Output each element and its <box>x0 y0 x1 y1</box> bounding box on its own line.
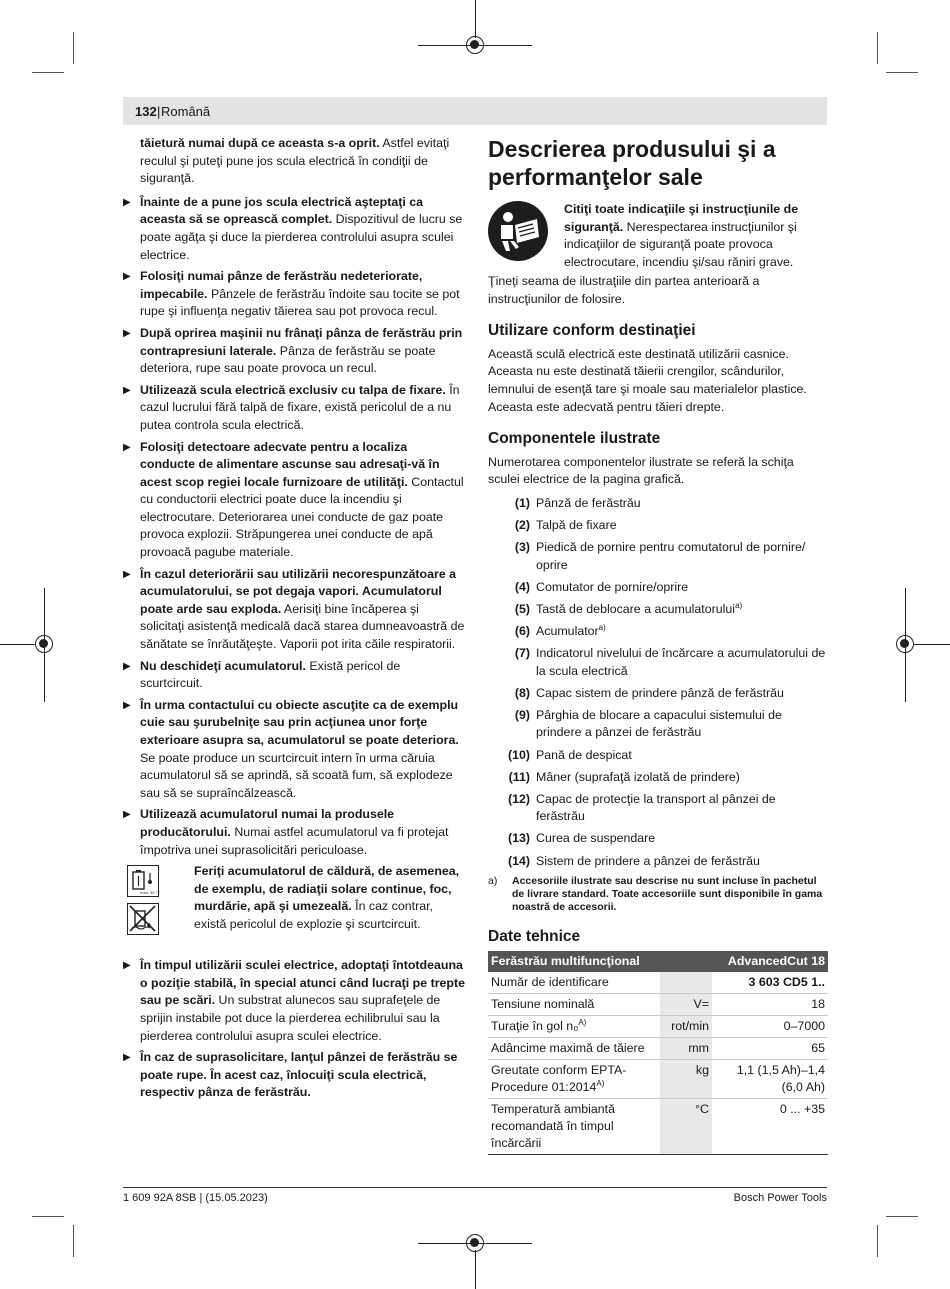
list-item: (6) Acumulator$^{a)}$ <box>514 622 606 638</box>
page-number: 132 <box>135 104 157 119</box>
table-header-row <box>488 951 828 972</box>
list-item: (3) Piedică de pornire pentru comutatorul de pornire/ oprire <box>514 540 806 572</box>
crop-mark <box>32 72 64 73</box>
footnote-ref: A) <box>596 1079 605 1089</box>
no-fire-water-icon <box>127 903 159 935</box>
illustrations-note: Ţineţi seama de ilustraţiile din partea anterioară a instrucţiunilor de folosire. <box>488 274 760 306</box>
safety-bullet: ▶ Înainte de a pune jos scula electrică aşteptaţi ca aceasta să se oprească complet. Dispozitivul de lucru se poate agăţa şi duce la pierderea controlului asupra sculei electrice. <box>123 194 463 262</box>
list-item: (5) Tastă de deblocare a acumulatorului$^{a)}$ <box>514 600 743 616</box>
safety-bullet: ▶ După oprirea maşinii nu frânaţi pânza de ferăstrău prin contrapresiuni laterale. Pânza de ferăstrău se poate deteriora, rupe sau poate provoca un recul. <box>123 325 463 376</box>
intended-use-text: Această sculă electrică este destinată utilizării casnice. Aceasta nu este destinată tăierii crengilor, scândurilor, lemnului de esenţă tare şi moale sau materialelor plastice. Aceasta este adecvată pentru tăieri drepte. <box>488 346 807 414</box>
components-list <box>488 495 828 870</box>
section-title: Descrierea produsului şi a performanţelor sale <box>488 136 776 190</box>
footnote-ref: A) <box>578 1018 587 1028</box>
max-temperature-icon <box>127 865 159 897</box>
table-row: Tensiune nominală V= 18 <box>488 994 828 1016</box>
tech-data-heading: Date tehnice <box>488 927 581 945</box>
bullet-arrow-icon: ▶ <box>123 441 131 453</box>
crop-mark <box>73 1225 74 1257</box>
bullet-arrow-icon: ▶ <box>123 196 131 208</box>
safety-bullet: ▶ În caz de suprasolicitare, lanţul pânzei de ferăstrău se poate rupe. În acest caz, înlocuiţi scula electrică, respectiv pânza de ferăstrău. <box>123 1050 458 1100</box>
safety-bullet: ▶ În cazul deteriorării sau utilizării necorespunzătoare a acumulatorului, se pot degaja vapori. Acumulatorul poate arde sau exploda. Aerisiţi bine încăperea şi solicitaţi asistenţă medicală dacă starea dumneavoastră de sănătate se înrăutăţeşte. Vaporii pot irita căile respiratorii. <box>123 566 465 652</box>
footer-doc-id: 1 609 92A 8SB | (15.05.2023) <box>123 1192 268 1204</box>
crop-mark <box>877 32 878 64</box>
list-item: (4) Comutator de pornire/oprire <box>514 579 689 594</box>
list-item: (13) Curea de suspendare <box>507 831 656 846</box>
footnote-ref: a) <box>735 600 743 610</box>
footer-brand: Bosch Power Tools <box>733 1192 827 1204</box>
list-item: (11) Mâner (suprafaţă izolată de prindere) <box>508 769 740 784</box>
list-item: (2) Talpă de fixare <box>514 518 617 533</box>
table-row: Adâncime maximă de tăiere mm 65 <box>488 1038 828 1060</box>
bullet-arrow-icon: ▶ <box>123 384 131 396</box>
list-item: (7) Indicatorul nivelului de încărcare a acumulatorului de la scula electrică <box>514 646 826 678</box>
list-item: (12) Capac de protecţie la transport al pânzei de ferăstrău <box>507 791 776 824</box>
read-instructions-text: Citiţi toate indicaţiile şi instrucţiunile de siguranţă. Nerespectarea instrucţiunilor şi indicaţiilor de siguranţă poate provoca electrocutare, incendiu şi/sau răniri grave. <box>564 202 799 269</box>
bullet-arrow-icon: ▶ <box>123 699 131 711</box>
header-separator: | <box>157 104 161 119</box>
bullet-arrow-icon: ▶ <box>123 1052 131 1064</box>
crop-mark <box>73 32 74 64</box>
page-language: Română <box>161 104 211 119</box>
bullet-arrow-icon: ▶ <box>123 568 131 580</box>
bullet-arrow-icon: ▶ <box>123 960 131 972</box>
table-row: Turaţie în gol n₀$^{A)}$ rot/min 0–7000 <box>488 1016 828 1038</box>
crop-mark <box>886 72 918 73</box>
heat-warning-block <box>123 863 465 955</box>
bullet-arrow-icon: ▶ <box>123 660 131 672</box>
list-item: (10) Pană de despicat <box>507 747 632 762</box>
max-temp-label: max. 50 °C <box>140 891 161 896</box>
read-manual-icon <box>488 201 548 261</box>
table-row: Număr de identificare 3 603 CD5 1.. <box>488 972 828 994</box>
accessories-footnote: a) Accesoriile ilustrate sau descrise nu sunt incluse în pachetul de livrare standard. Toate accesoriile sunt disponibile în gama noastră de accesorii. <box>488 874 823 913</box>
safety-bullet: ▶ În urma contactului cu obiecte ascuţite ca de exemplu cuie sau şurubelniţe sau prin acţiunea unor forţe exterioare asupra sa, acumulatorul se poate deteriora. Se poate produce un scurtcircuit intern în urma căruia acumulatorul să se aprindă, să scoată fum, să explodeze sau să se supraîncălzească. <box>123 697 459 800</box>
footnote-ref: a) <box>598 622 606 632</box>
intro-paragraph: tăietură numai după ce aceasta s-a oprit. Astfel evitaţi reculul şi puteţi pune jos scula electrică în condiţii de siguranţă. <box>140 136 450 186</box>
bullet-arrow-icon: ▶ <box>123 327 131 339</box>
intended-use-heading: Utilizare conform destinaţiei <box>488 322 696 340</box>
safety-bullet: ▶ Folosiţi detectoare adecvate pentru a localiza conducte de alimentare ascunse sau adresaţi-vă în acest scop regiei locale furnizoare de utilităţi. Contactul cu conductorii electrici poate duce la incendiu şi electrocutare. Deteriorarea unei conducte de gaz poate provoca explozii. Străpungerea unei conducte de apă provoacă pagube materiale. <box>123 439 464 560</box>
safety-bullet: ▶ Utilizează scula electrică exclusiv cu talpa de fixare. În cazul lucrului fără talpă de fixare, există pericolul de a nu putea controla scula electrică. <box>123 382 460 432</box>
list-item: (14) Sistem de prindere a pânzei de ferăstrău <box>507 853 760 868</box>
footer-rule <box>123 1187 827 1188</box>
crop-mark <box>877 1225 878 1257</box>
bullet-arrow-icon: ▶ <box>123 271 131 283</box>
table-row: Temperatură ambiantă recomandată în timpul încărcării °C 0 ... +35 <box>488 1099 828 1155</box>
safety-bullet: ▶ Folosiţi numai pânze de ferăstrău nedeteriorate, impecabile. Pânzele de ferăstrău îndoite sau tocite se pot rupe şi influenţa negativ tăierea sau pot provoca recul. <box>123 269 460 319</box>
tech-data-table <box>488 951 828 1155</box>
list-item: (9) Pârghia de blocare a capacului sistemului de prindere a pânzei de ferăstrău <box>514 707 782 740</box>
crop-mark <box>32 1216 64 1217</box>
components-heading: Componentele ilustrate <box>488 430 661 448</box>
safety-bullet: ▶ Utilizează acumulatorul numai la produsele producătorului. Numai astfel acumulatorul va fi protejat împotriva unei suprasolicitări periculoase. <box>123 807 449 857</box>
safety-bullet: ▶ Nu deschideţi acumulatorul. Există pericol de scurtcircuit. <box>123 658 401 691</box>
right-column <box>488 135 828 1155</box>
heat-warning-text: Feriţi acumulatorul de căldură, de asemenea, de exemplu, de radiaţii solare continue, foc, murdărie, apă şi umezeală. În caz contrar, există pericolul de explozie şi scurtcircuit. <box>194 864 460 931</box>
read-instructions-block <box>488 201 828 273</box>
list-item: (1) Pânză de ferăstrău <box>514 495 641 510</box>
table-header-product: Ferăstrău multifuncţional <box>488 951 712 972</box>
left-column <box>123 135 465 1106</box>
list-item: (8) Capac sistem de prindere pânză de ferăstrău <box>514 685 784 700</box>
table-header-model: AdvancedCut 18 <box>712 951 828 972</box>
page-header-band <box>123 97 827 125</box>
crop-mark <box>886 1216 918 1217</box>
safety-bullet: ▶ În timpul utilizării sculei electrice, adoptaţi întotdeauna o poziţie stabilă, în special atunci când lucraţi pe trepte sau pe scări. Un substrat alunecos sau suprafeţele de sprijin instabile pot duce la pierderea echilibrului sau la pierderea controlului asupra sculei electrice. <box>123 958 465 1043</box>
table-row: Greutate conform EPTA-Procedure $01:2014^{A)}$ kg 1,1 (1,5 Ah)–1,4 (6,0 Ah) <box>488 1060 828 1099</box>
components-intro: Numerotarea componentelor ilustrate se referă la schiţa sculei electrice de la pagina grafică. <box>488 454 794 487</box>
bullet-arrow-icon: ▶ <box>123 809 131 821</box>
